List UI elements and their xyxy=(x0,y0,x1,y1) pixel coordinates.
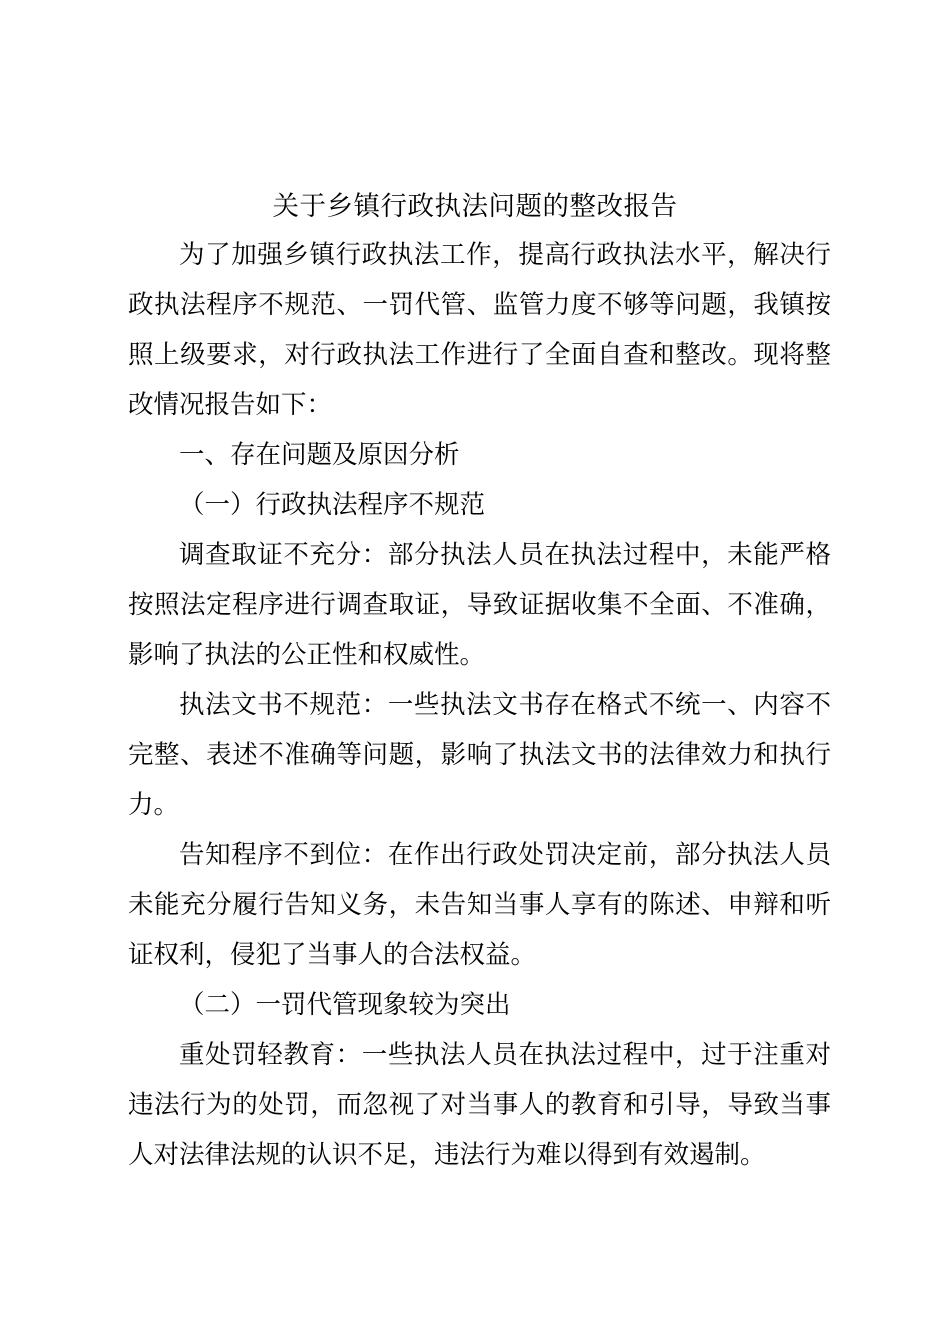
subsection-heading: （二）一罚代管现象较为突出 xyxy=(179,990,511,1020)
paragraph-evidence: 调查取证不充分：部分执法人员在执法过程中，未能严格按照法定程序进行调查取证，导致证据收集不全面、不准确，影响了执法的公正性和权威性。 xyxy=(128,540,831,670)
paragraph-intro: 为了加强乡镇行政执法工作，提高行政执法水平，解决行政执法程序不规范、一罚代管、监管力度不够等问题，我镇按照上级要求，对行政执法工作进行了全面自查和整改。现将整改情况报告如下： xyxy=(128,240,831,420)
paragraph-education: 重处罚轻教育：一些执法人员在执法过程中，过于注重对违法行为的处罚，而忽视了对当事人的教育和引导，导致当事人对法律法规的认识不足，违法行为难以得到有效遏制。 xyxy=(128,1040,831,1170)
document-title: 关于乡镇行政执法问题的整改报告 xyxy=(272,191,678,222)
paragraph-documents: 执法文书不规范：一些执法文书存在格式不统一、内容不完整、表述不准确等问题，影响了执法文书的法律效力和执行力。 xyxy=(128,690,831,820)
document-body xyxy=(128,230,831,1180)
paragraph-notification: 告知程序不到位：在作出行政处罚决定前，部分执法人员未能充分履行告知义务，未告知当事人享有的陈述、申辩和听证权利，侵犯了当事人的合法权益。 xyxy=(128,840,831,970)
section-heading: 一、存在问题及原因分析 xyxy=(179,440,460,470)
subsection-heading: （一）行政执法程序不规范 xyxy=(179,490,486,520)
